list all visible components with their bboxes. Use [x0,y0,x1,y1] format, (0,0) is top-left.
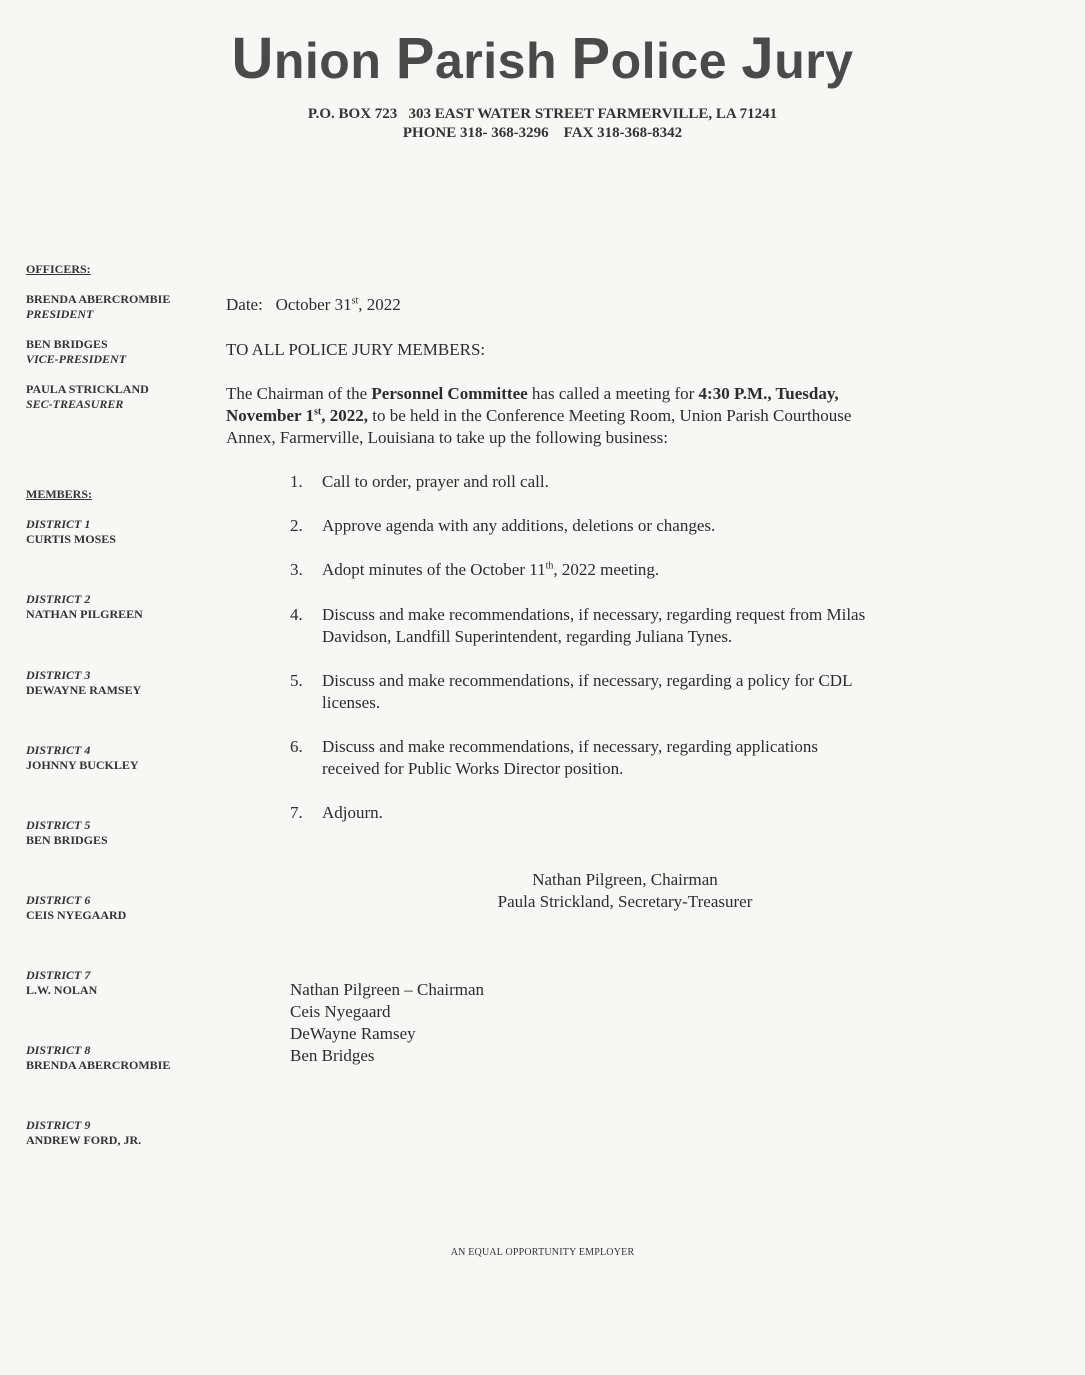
member-district: DISTRICT 9 [26,1118,91,1132]
date-year: , 2022 [358,295,401,314]
member-district: DISTRICT 8 [26,1043,91,1057]
member-name: CURTIS MOSES [26,532,116,546]
member-entry [26,743,139,773]
officer-name: BEN BRIDGES [26,337,108,351]
footer-eoe: AN EQUAL OPPORTUNITY EMPLOYER [450,1247,635,1258]
agenda-line: Discuss and make recommendations, if necessary, regarding request from Milas [322,605,866,624]
intro-text: The Chairman of the [226,384,372,403]
member-entry [26,818,108,848]
officers-heading: OFFICERS: [26,262,91,276]
meeting-date: November 1 [226,406,314,425]
member-district: DISTRICT 6 [26,893,91,907]
member-name: NATHAN PILGREEN [26,607,143,621]
officer-name: PAULA STRICKLAND [26,382,149,396]
agenda-text: Approve agenda with any additions, deletions or changes. [322,516,716,535]
intro-text: Annex, Farmerville, Louisiana to take up the following business: [226,428,668,447]
member-name: BRENDA ABERCROMBIE [26,1058,171,1072]
member-name: CEIS NYEGAARD [26,908,127,922]
members-heading: MEMBERS: [26,487,92,501]
title-part: J [741,26,775,91]
officer-entry [26,337,126,367]
officer-entry [26,292,170,322]
phone-fax-line: PHONE 318- 368-3296 FAX 318-368-8342 [402,125,683,141]
intro-text: has called a meeting for [527,384,699,403]
member-district: DISTRICT 5 [26,818,91,832]
agenda-line: received for Public Works Director position. [322,759,624,778]
meeting-date-suffix: st [313,406,322,418]
agenda-line: Discuss and make recommendations, if necessary, regarding applications [322,737,818,756]
agenda-text: Call to order, prayer and roll call. [322,472,549,491]
signature-block [300,869,950,913]
title-part: nion [273,33,396,89]
member-name: ANDREW FORD, JR. [26,1133,142,1147]
committee-member: Ceis Nyegaard [290,1002,391,1021]
agenda-number: 1. [290,472,303,491]
member-name: BEN BRIDGES [26,833,108,847]
agenda-text-suffix: th [545,560,554,572]
committee-member: Ben Bridges [290,1046,375,1065]
officer-role: PRESIDENT [26,307,94,321]
letterhead-title [0,26,1085,91]
member-district: DISTRICT 3 [26,668,91,682]
title-part: olice [610,33,742,89]
agenda-number: 4. [290,605,303,624]
member-name: JOHNNY BUCKLEY [26,758,139,772]
member-entry [26,893,126,923]
committee-member: DeWayne Ramsey [290,1024,416,1043]
member-entry [26,968,97,998]
agenda-number: 7. [290,803,303,822]
agenda-number: 3. [290,560,303,579]
title-part: arish [434,33,572,89]
officer-role: VICE-PRESIDENT [26,352,127,366]
date-suffix: st [351,295,359,307]
agenda-text [322,670,962,714]
member-name: L.W. NOLAN [26,983,98,997]
member-district: DISTRICT 1 [26,517,91,531]
member-name: DEWAYNE RAMSEY [26,683,142,697]
title-part: ury [774,33,854,89]
intro-text: to be held in the Conference Meeting Room, Union Parish Courthouse [367,406,852,425]
title-part: U [231,26,274,91]
member-district: DISTRICT 4 [26,743,91,757]
member-entry [26,592,143,622]
member-entry [26,1118,141,1148]
signature-chairman: Nathan Pilgreen, Chairman [532,870,718,889]
address-line: P.O. BOX 723 303 EAST WATER STREET FARMERVILLE, LA 71241 [307,106,778,122]
member-entry [26,517,116,547]
agenda-line: Davidson, Landfill Superintendent, regarding Juliana Tynes. [322,627,733,646]
officer-entry [26,382,149,412]
officer-name: BRENDA ABERCROMBIE [26,292,171,306]
agenda-line: licenses. [322,693,381,712]
member-district: DISTRICT 7 [26,968,91,982]
title-part: P [571,26,611,91]
member-entry [26,1043,170,1073]
date-value: October 31 [275,295,352,314]
signature-secretary: Paula Strickland, Secretary-Treasurer [497,892,753,911]
intro-paragraph [226,383,966,449]
agenda-number: 6. [290,737,303,756]
agenda-number: 2. [290,516,303,535]
agenda-text [322,559,962,581]
title-part: P [395,26,435,91]
date-line [226,294,401,316]
meeting-time: 4:30 P.M., Tuesday, [698,384,839,403]
meeting-year: , 2022, [321,406,368,425]
date-label: Date: [226,295,263,314]
agenda-text-part: , 2022 meeting. [553,560,660,579]
member-entry [26,668,141,698]
agenda-text [322,736,962,780]
committee-name: Personnel Committee [371,384,528,403]
agenda-text: Adjourn. [322,803,383,822]
agenda-text [322,604,962,648]
agenda-number: 5. [290,671,303,690]
officer-role: SEC-TREASURER [26,397,124,411]
committee-members-list [290,979,484,1067]
salutation: TO ALL POLICE JURY MEMBERS: [226,340,486,359]
committee-member: Nathan Pilgreen – Chairman [290,980,485,999]
agenda-line: Discuss and make recommendations, if necessary, regarding a policy for CDL [322,671,853,690]
member-district: DISTRICT 2 [26,592,91,606]
agenda-text-part: Adopt minutes of the October 11 [322,560,546,579]
